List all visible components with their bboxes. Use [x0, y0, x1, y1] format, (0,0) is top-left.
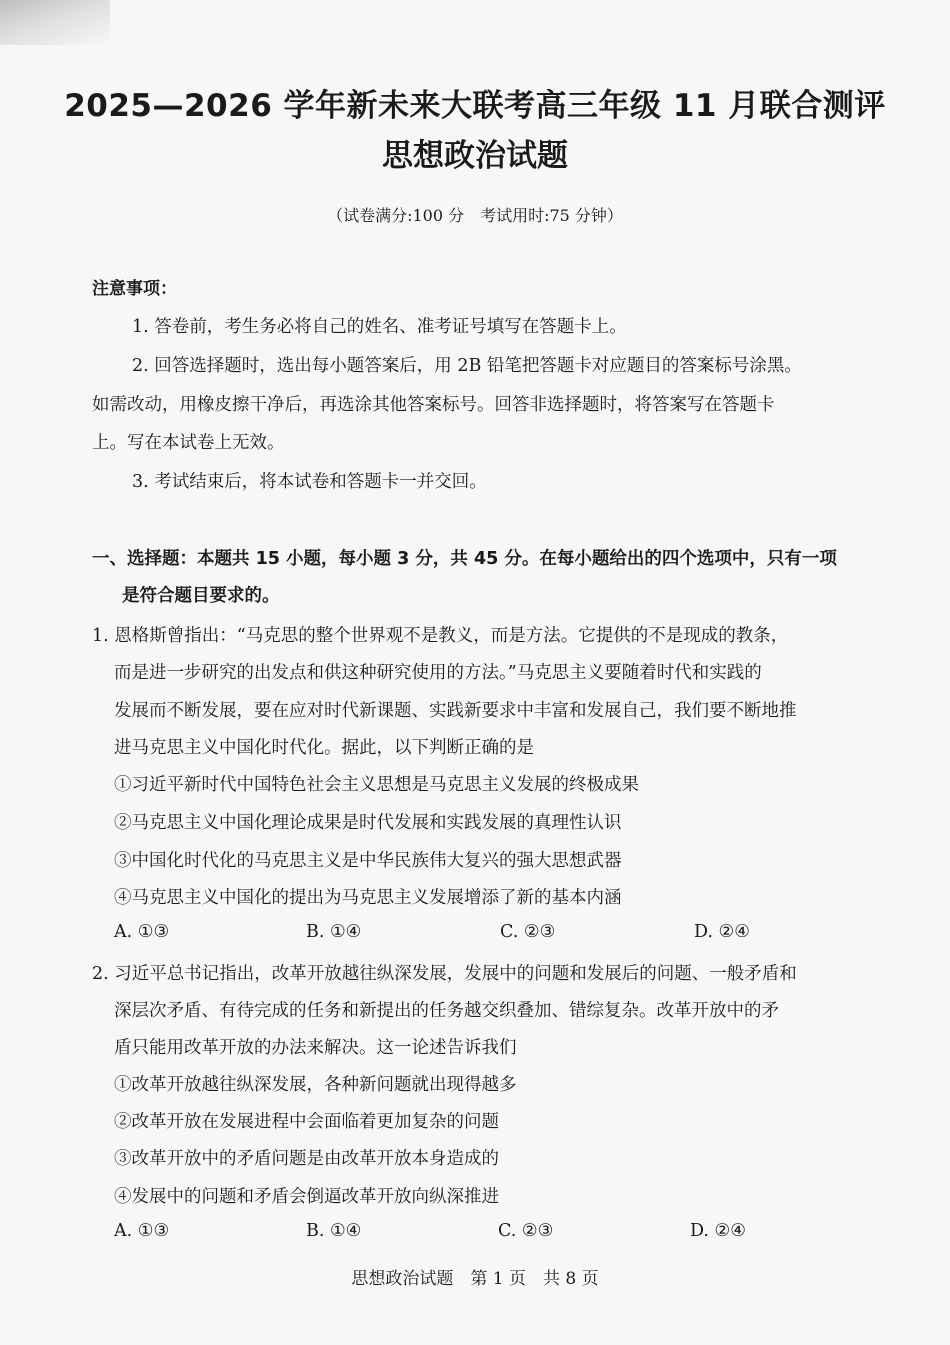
notice-line: 如需改动，用橡皮擦干净后，再选涂其他答案标号。回答非选择题时，将答案写在答题卡 [92, 395, 775, 415]
question-2-stem: 深层次矛盾、有待完成的任务和新提出的任务越交织叠加、错综复杂。改革开放中的矛 [114, 1001, 779, 1021]
exam-meta: （试卷满分:100 分 考试用时:75 分钟） [327, 206, 623, 225]
question-1-stem: 发展而不断发展，要在应对时代新课题、实践新要求中丰富和发展自己，我们要不断地推 [114, 701, 797, 721]
question-2-item: ③改革开放中的矛盾问题是由改革开放本身造成的 [114, 1149, 499, 1169]
question-2-option-c[interactable]: C. ②③ [498, 1221, 554, 1241]
question-2-option-d[interactable]: D. ②④ [690, 1221, 746, 1241]
question-1-option-c[interactable]: C. ②③ [500, 922, 556, 942]
question-2-option-b[interactable]: B. ①④ [306, 1221, 362, 1241]
question-1-item: ②马克思主义中国化理论成果是时代发展和实践发展的真理性认识 [114, 813, 622, 833]
question-2-item: ②改革开放在发展进程中会面临着更加复杂的问题 [114, 1112, 499, 1132]
notice-line: 3. 考试结束后，将本试卷和答题卡一并交回。 [132, 472, 487, 492]
question-1-option-b[interactable]: B. ①④ [306, 922, 362, 942]
section-heading-cont: 是符合题目要求的。 [122, 586, 280, 606]
question-1-option-d[interactable]: D. ②④ [694, 922, 750, 942]
question-1-item: ④马克思主义中国化的提出为马克思主义发展增添了新的基本内涵 [114, 888, 622, 908]
notice-line: 上。写在本试卷上无效。 [92, 433, 285, 453]
question-1-stem: 1. 恩格斯曾指出：“马克思的整个世界观不是教义，而是方法。它提供的不是现成的教条， [92, 626, 789, 646]
question-1-item: ③中国化时代化的马克思主义是中华民族伟大复兴的强大思想武器 [114, 851, 622, 871]
page-footer: 思想政治试题 第 1 页 共 8 页 [351, 1269, 599, 1289]
exam-subject-title: 思想政治试题 [382, 138, 568, 174]
notice-title: 注意事项： [92, 279, 177, 299]
section-heading: 一、选择题：本题共 15 小题，每小题 3 分，共 45 分。在每小题给出的四个选项中，只有一项 [92, 549, 837, 569]
notice-line: 2. 回答选择题时，选出每小题答案后，用 2B 铅笔把答题卡对应题目的答案标号涂黑。 [132, 356, 802, 376]
question-2-item: ①改革开放越往纵深发展，各种新问题就出现得越多 [114, 1075, 517, 1095]
question-2-stem: 2. 习近平总书记指出，改革开放越往纵深发展，发展中的问题和发展后的问题、一般矛盾和 [92, 964, 797, 984]
question-1-stem: 而是进一步研究的出发点和供这种研究使用的方法。”马克思主义要随着时代和实践的 [114, 663, 762, 683]
question-2-item: ④发展中的问题和矛盾会倒逼改革开放向纵深推进 [114, 1187, 499, 1207]
question-1-item: ①习近平新时代中国特色社会主义思想是马克思主义发展的终极成果 [114, 775, 639, 795]
question-2-stem: 盾只能用改革开放的办法来解决。这一论述告诉我们 [114, 1038, 517, 1058]
exam-title: 2025—2026 学年新未来大联考高三年级 11 月联合测评 [64, 88, 886, 124]
question-1-stem: 进马克思主义中国化时代化。据此，以下判断正确的是 [114, 738, 534, 758]
question-2-option-a[interactable]: A. ①③ [114, 1221, 170, 1241]
notice-line: 1. 答卷前，考生务必将自己的姓名、准考证号填写在答题卡上。 [132, 317, 627, 337]
question-1-option-a[interactable]: A. ①③ [114, 922, 170, 942]
scan-smudge [0, 0, 110, 45]
